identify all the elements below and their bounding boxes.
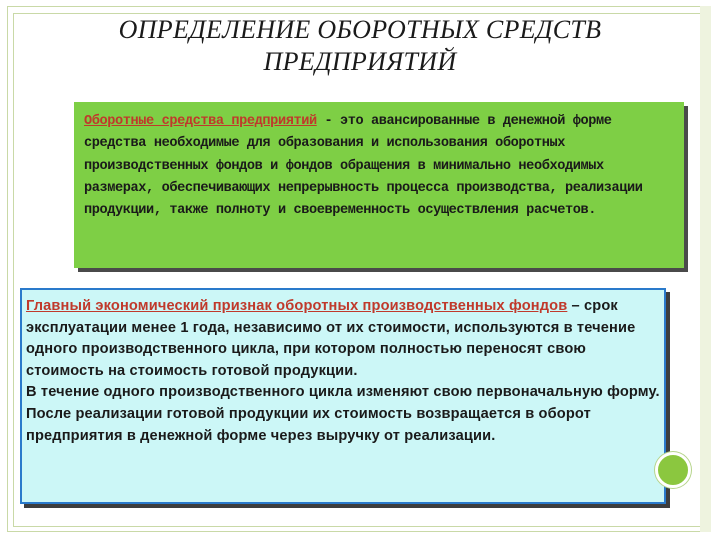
definition-text: - это авансированные в денежной форме средства необходимые для образования и использования оборотных производственных фондов и фондов обращения в минимально необходимых размерах, обеспечивающих непрерывность процесса производства, реализации продукции, также полноту и своевременность осуществления расчетов. (84, 114, 643, 219)
slide-title (30, 14, 690, 78)
feature-paragraph-2: В течение одного производственного цикла изменяют свою первоначальную форму. После реализации готовой продукции их стоимость возвращается в оборот предприятия в денежной форме через выручку от реализации. (26, 384, 660, 444)
title-line-2: ПРЕДПРИЯТИЙ (263, 47, 457, 76)
feature-term: Главный экономический признак оборотных производственных фондов (26, 298, 568, 314)
feature-paragraph-1 (26, 296, 660, 382)
definition-box (74, 102, 684, 268)
slide-side-bar (700, 6, 711, 532)
feature-box (20, 288, 666, 504)
feature-text-1: – срок эксплуатации менее 1 года, независимо от их стоимости, используются в течение одного производственного цикла, при котором полностью переносят свою стоимость на стоимость готовой продукции. (26, 298, 636, 379)
definition-term: Оборотные средства предприятий (84, 114, 317, 129)
decorative-circle (655, 452, 691, 488)
title-line-1: ОПРЕДЕЛЕНИЕ ОБОРОТНЫХ СРЕДСТВ (118, 15, 602, 44)
